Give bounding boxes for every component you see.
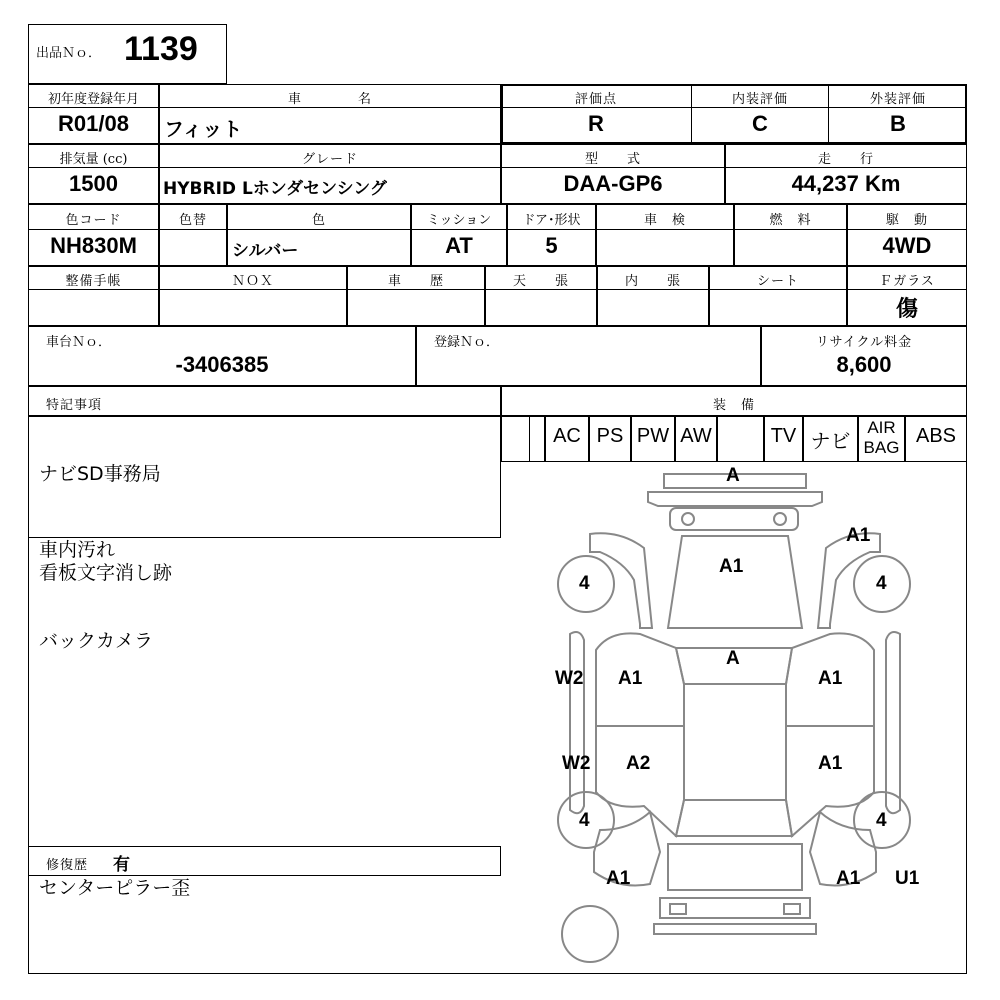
mark-left-rear-door: A2 [626, 753, 651, 774]
note-line-2: 車内汚れ [39, 539, 116, 561]
mark-front-bumper: A [726, 465, 740, 486]
exterior-value: B [890, 111, 906, 136]
emblem-right [774, 513, 786, 525]
mark-tire-fl: 4 [579, 573, 590, 594]
fglass-label: Ｆガラス [879, 274, 935, 289]
roof-outline [684, 684, 786, 800]
front-bumper-side [648, 492, 822, 506]
left-sill [570, 632, 584, 813]
left-front-fender [590, 533, 652, 628]
mark-left-front-window: W2 [555, 668, 584, 689]
note-line-3: 看板文字消し跡 [39, 562, 173, 584]
door-label: ドア･形状 [522, 213, 581, 228]
mark-front-right-fender: A1 [846, 525, 871, 546]
mission-label: ミッション [426, 213, 492, 228]
equipment-item: ナビ [810, 431, 851, 453]
note-line-1: ナビSD事務局 [39, 463, 161, 485]
chassis-label: 車台Ｎｏ． [46, 335, 112, 350]
mark-left-rear-window: W2 [562, 753, 591, 774]
equipment-item: TV [770, 425, 797, 447]
regno-label: 登録Ｎｏ． [434, 335, 500, 350]
inner-label: 内 張 [624, 274, 681, 289]
inspection-label: 車 検 [643, 213, 686, 228]
mark-rear-right: A1 [836, 868, 861, 889]
mileage-value: 44,237 Km [791, 171, 901, 196]
mileage-label: 走 行 [817, 152, 874, 167]
nox-label: ＮＯＸ [231, 274, 274, 289]
color-code-value: NH830M [50, 233, 137, 258]
grade-value: HYBRID Lホンダセンシング [163, 179, 387, 199]
equipment-item: PS [596, 425, 624, 447]
mark-rear-left: A1 [606, 868, 631, 889]
interior-value: C [752, 111, 768, 136]
repair-flag: 有 [113, 855, 130, 875]
drive-value: 4WD [882, 233, 932, 258]
equipment-item: ABS [915, 425, 957, 447]
reg-label: 初年度登録年月 [47, 92, 139, 107]
color-value: シルバー [232, 241, 299, 261]
mark-left-front-door: A1 [618, 668, 643, 689]
equipment-item: PW [636, 425, 670, 447]
equipment-label: 装 備 [712, 398, 755, 413]
color-label: 色 [311, 213, 326, 228]
drive-label: 駆 動 [885, 213, 928, 228]
fuel-label: 燃 料 [769, 213, 812, 228]
mission-value: AT [445, 233, 473, 258]
color-code-label: 色コード [65, 213, 122, 228]
repair-note: センターピラー歪 [39, 877, 191, 899]
model-value: DAA-GP6 [563, 171, 663, 196]
manual-label: 整備手帳 [65, 274, 122, 289]
mark-hood: A1 [719, 556, 744, 577]
model-label: 型 式 [584, 152, 641, 167]
reg-value: R01/08 [58, 111, 129, 136]
mark-tire-fr: 4 [876, 573, 887, 594]
color-change-label: 色替 [178, 213, 207, 228]
mark-tire-rl: 4 [579, 810, 590, 831]
equipment-item: AW [680, 425, 712, 447]
seat-label: シート [756, 274, 799, 289]
interior-label: 内装評価 [731, 92, 788, 107]
mark-right-rear-door: A1 [818, 753, 843, 774]
equipment-cell [717, 416, 764, 462]
fglass-value: 傷 [895, 296, 918, 322]
right-sill [886, 632, 900, 813]
score-value: R [588, 111, 604, 136]
mark-roof: A [726, 648, 740, 669]
mark-right-front-door: A1 [818, 668, 843, 689]
hood-outline [668, 536, 802, 628]
mark-tire-rr: 4 [876, 810, 887, 831]
car-diagram [501, 462, 967, 974]
chassis-value: -3406385 [175, 352, 269, 377]
right-front-fender [818, 533, 880, 628]
lot-label: 出品Ｎｏ． [36, 46, 102, 61]
disp-value: 1500 [69, 171, 118, 196]
note-line-4: バックカメラ [39, 630, 154, 652]
emblem-left [682, 513, 694, 525]
history-label: 車 歴 [387, 274, 444, 289]
tire-spare [562, 906, 618, 962]
rear-window [676, 800, 792, 836]
equipment-item: AIR BAG [863, 418, 900, 457]
rear-bumper-lower [654, 924, 816, 934]
name-value: フィット [164, 117, 243, 141]
hatch-outline [668, 844, 802, 890]
notes-label: 特記事項 [46, 398, 103, 413]
exterior-label: 外装評価 [869, 92, 926, 107]
equipment-item: AC [553, 425, 581, 447]
score-label: 評価点 [574, 92, 617, 107]
lot-number: 1139 [124, 30, 198, 68]
equipment-cell [529, 416, 545, 462]
door-value: 5 [545, 233, 558, 258]
name-label: 車 名 [287, 92, 372, 107]
rear-lamp-right [784, 904, 800, 914]
roof-label: 天 張 [512, 274, 569, 289]
repair-label: 修復歴 [46, 858, 89, 873]
mark-rear-right-extra: U1 [895, 868, 920, 889]
recycle-value: 8,600 [836, 352, 892, 377]
recycle-label: リサイクル料金 [815, 335, 913, 350]
grade-label: グレード [301, 152, 358, 167]
disp-label: 排気量 (cc) [59, 152, 128, 167]
rear-lamp-left [670, 904, 686, 914]
front-grille [670, 508, 798, 530]
